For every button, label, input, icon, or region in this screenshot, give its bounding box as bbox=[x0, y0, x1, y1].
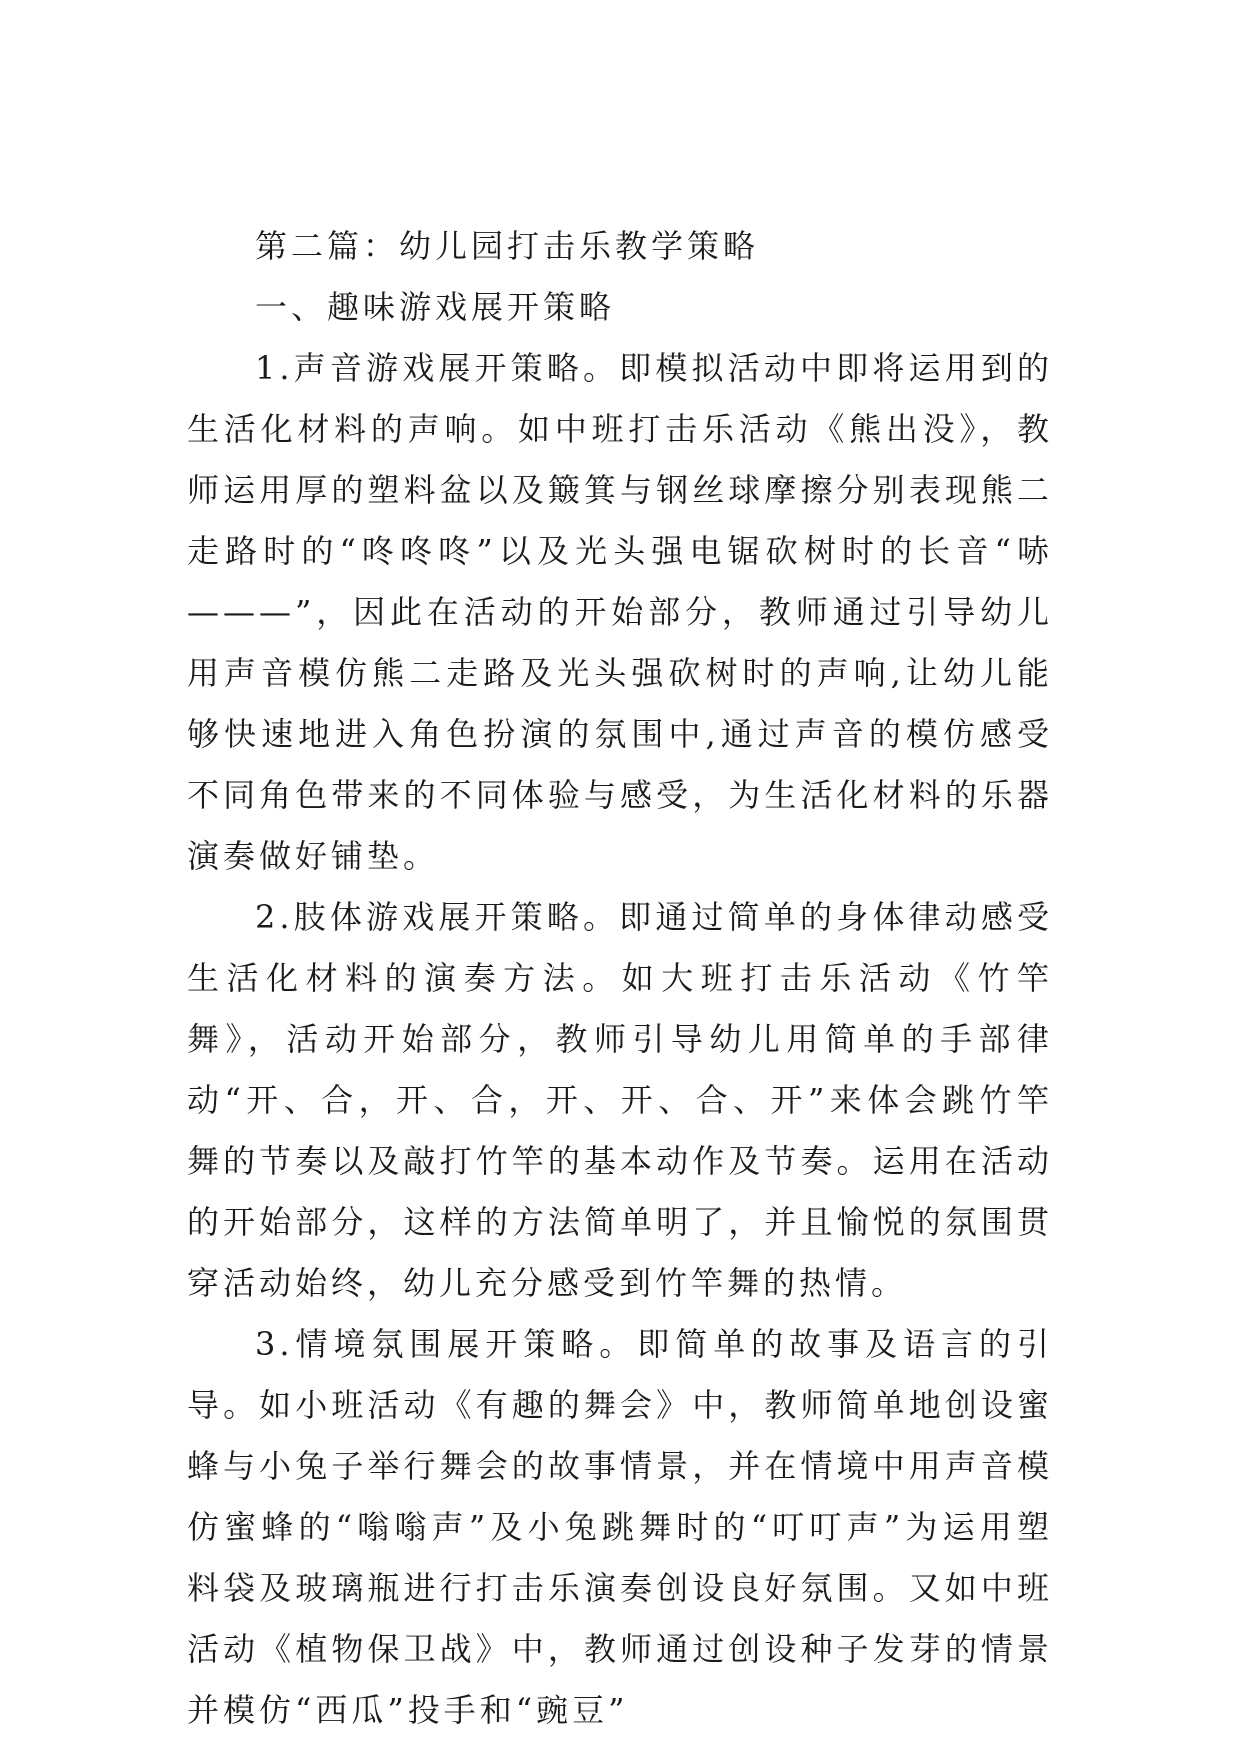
paragraph-2: 2.肢体游戏展开策略。即通过简单的身体律动感受生活化材料的演奏方法。如大班打击乐活动《竹竿舞》，活动开始部分，教师引导幼儿用简单的手部律动“开、合，开、合，开、开、合、开”来体会跳竹竿舞的节奏以及敲打竹竿的基本动作及节奏。运用在活动的开始部分，这样的方法简单明了，并且愉悦的氛围贯穿活动始终，幼儿充分感受到竹竿舞的热情。 bbox=[187, 898, 1053, 1302]
paragraph-1: 1.声音游戏展开策略。即模拟活动中即将运用到的生活化材料的声响。如中班打击乐活动《熊出没》，教师运用厚的塑料盆以及簸箕与钢丝球摩擦分别表现熊二走路时的“咚咚咚”以及光头强电锯砍树时的长音“哧———”，因此在活动的开始部分，教师通过引导幼儿用声音模仿熊二走路及光头强砍树时的声响,让幼儿能够快速地进入角色扮演的氛围中,通过声音的模仿感受不同角色带来的不同体验与感受，为生活化材料的乐器演奏做好铺垫。 bbox=[187, 349, 1053, 875]
paragraph-3: 3.情境氛围展开策略。即简单的故事及语言的引导。如小班活动《有趣的舞会》中，教师简单地创设蜜蜂与小兔子举行舞会的故事情景，并在情境中用声音模仿蜜蜂的“嗡嗡声”及小兔跳舞时的“叮叮声”为运用塑料袋及玻璃瓶进行打击乐演奏创设良好氛围。又如中班活动《植物保卫战》中，教师通过创设种子发芽的情景并模仿“西瓜”投手和“豌豆” bbox=[187, 1325, 1053, 1729]
section-heading: 一、趣味游戏展开策略 bbox=[255, 288, 616, 326]
document-body bbox=[187, 216, 1053, 1741]
document-title: 第二篇：幼儿园打击乐教学策略 bbox=[255, 227, 760, 265]
